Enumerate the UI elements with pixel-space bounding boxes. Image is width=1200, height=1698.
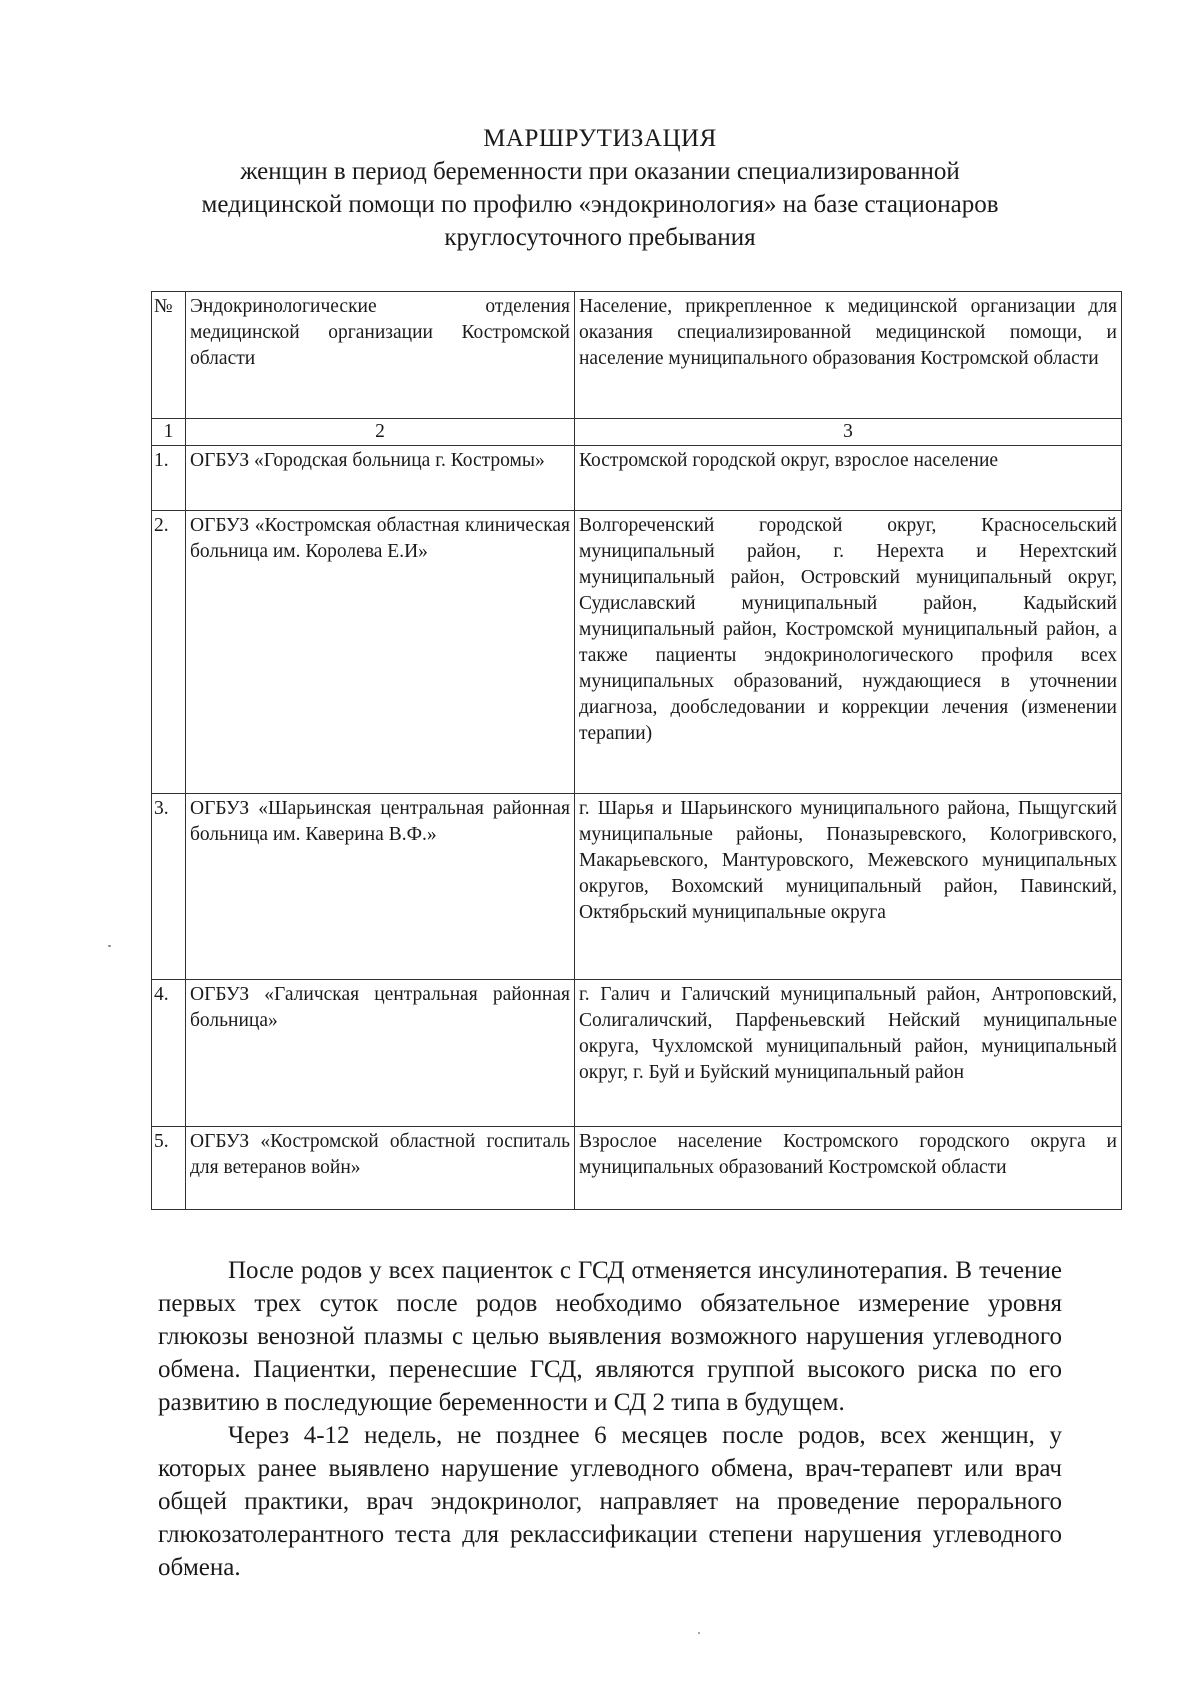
document-subtitle-line: медицинской помощи по профилю «эндокринология» на базе стационаров (201, 191, 999, 218)
row-organization: ОГБУЗ «Городская больница г. Костромы» (186, 446, 575, 511)
row-population: г. Шарья и Шарьинского муниципального района, Пыщугский муниципальные районы, Поназыревского, Кологривского, Макарьевского, Мантуровского, Межевского муниципальных округов, Вохомский муниципальный район, Павинский, Октябрьский муниципальные округа (575, 794, 1122, 980)
row-organization: ОГБУЗ «Шарьинская центральная районная больница им. Каверина В.Ф.» (186, 794, 575, 980)
column-index-cell: 1 (152, 419, 186, 446)
document-subtitle-line: женщин в период беременности при оказании специализированной (240, 158, 960, 185)
table-column-index-row (152, 419, 1122, 446)
row-population: Волгореченский городской округ, Красносельский муниципальный район, г. Нерехта и Нерехтский муниципальный район, Островский муниципальный округ, Судиславский муниципальный район, Кадыйский муниципальный район, Костромской муниципальный район, а также пациенты эндокринологического профиля всех муниципальных образований, нуждающиеся в уточнении диагноза, дообследовании и коррекции лечения (изменении терапии) (575, 511, 1122, 794)
row-population: Костромской городской округ, взрослое население (575, 446, 1122, 511)
scan-speck (698, 1632, 700, 1634)
row-organization: ОГБУЗ «Костромская областная клиническая больница им. Королева Е.И» (186, 511, 575, 794)
table-row (152, 980, 1122, 1127)
body-paragraph: После родов у всех пациенток с ГСД отменяется инсулинотерапия. В течение первых трех суток после родов необходимо обязательное измерение уровня глюкозы венозной плазмы с целью выявления возможного нарушения углеводного обмена. Пациентки, перенесшие ГСД, являются группой высокого риска по его развитию в последующие беременности и СД 2 типа в будущем. (158, 1257, 1062, 1416)
body-text (158, 1254, 1062, 1584)
row-organization: ОГБУЗ «Костромской областной госпиталь для ветеранов войн» (186, 1127, 575, 1210)
document-subtitle-line: круглосуточного пребывания (444, 224, 756, 251)
title-block (120, 122, 1080, 254)
table-header-row (152, 292, 1122, 419)
column-index-cell: 2 (186, 419, 575, 446)
row-population: г. Галич и Галичский муниципальный район, Антроповский, Солигаличский, Парфеньевский Нейский муниципальные округа, Чухломской муниципальный район, муниципальный округ, г. Буй и Буйский муниципальный район (575, 980, 1122, 1127)
table-row (152, 794, 1122, 980)
table-row (152, 1127, 1122, 1210)
header-number: № (152, 292, 186, 419)
row-population: Взрослое население Костромского городского округа и муниципальных образований Костромской области (575, 1127, 1122, 1210)
row-number: 2. (152, 511, 186, 794)
scan-speck (108, 945, 111, 947)
header-organization: Эндокринологические отделения медицинской организации Костромской области (186, 292, 575, 419)
body-paragraph: Через 4-12 недель, не позднее 6 месяцев после родов, всех женщин, у которых ранее выявлено нарушение углеводного обмена, врач-терапевт или врач общей практики, врач эндокринолог, направляет на проведение перорального глюкозатолерантного теста для реклассификации степени нарушения углеводного обмена. (158, 1422, 1062, 1581)
document-title: МАРШРУТИЗАЦИЯ (483, 125, 717, 152)
row-number: 3. (152, 794, 186, 980)
routing-table (151, 291, 1122, 1210)
row-number: 4. (152, 980, 186, 1127)
table-row (152, 446, 1122, 511)
table-row (152, 511, 1122, 794)
header-population: Население, прикрепленное к медицинской организации для оказания специализированной медицинской помощи, и население муниципального образования Костромской области (575, 292, 1122, 419)
row-number: 5. (152, 1127, 186, 1210)
row-organization: ОГБУЗ «Галичская центральная районная больница» (186, 980, 575, 1127)
row-number: 1. (152, 446, 186, 511)
column-index-cell: 3 (575, 419, 1122, 446)
